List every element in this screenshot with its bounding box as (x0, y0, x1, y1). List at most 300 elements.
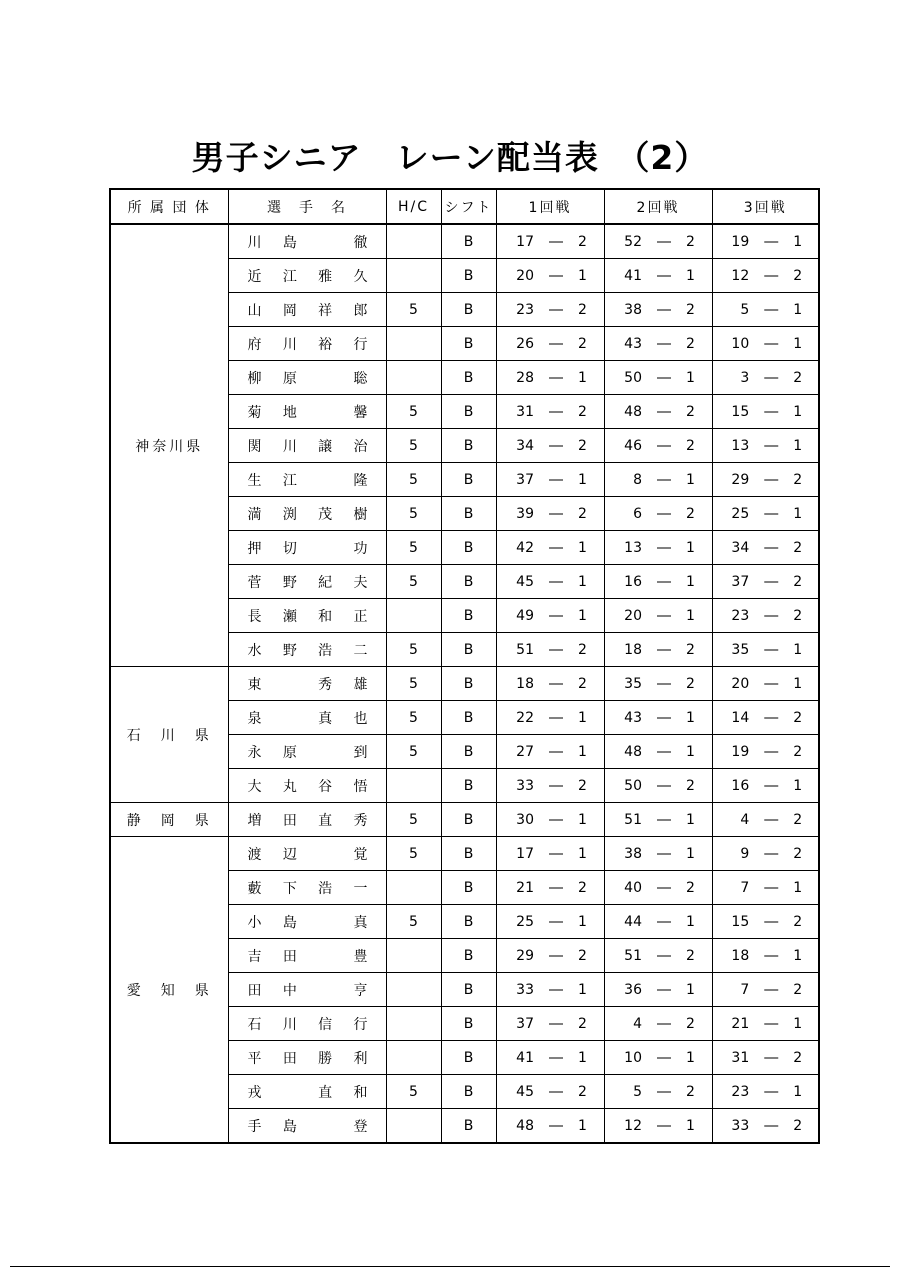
lane-dash: ― (549, 1015, 563, 1032)
round2-cell (604, 565, 712, 599)
player-name-cell (228, 735, 386, 769)
lane-number: 14 (731, 709, 750, 726)
lane-assignment-table (109, 188, 820, 1144)
lane-value (508, 506, 592, 522)
lane-dash: ― (657, 267, 671, 284)
hc-cell (386, 973, 441, 1007)
round1-cell (496, 633, 604, 667)
name-char: 渕 (282, 506, 297, 523)
lane-number: 40 (624, 879, 642, 896)
player-name (247, 1116, 369, 1136)
shift-cell: B (441, 973, 496, 1007)
lane-number: 43 (624, 335, 642, 352)
name-char: 戎 (247, 1084, 262, 1101)
lane-dash: ― (657, 777, 671, 794)
name-char: 吉 (247, 948, 262, 965)
lane-number: 30 (516, 811, 534, 828)
header-round2: 2回戦 (604, 189, 712, 224)
name-char: 利 (353, 1050, 368, 1067)
lane-dash: ― (549, 539, 563, 556)
hc-cell (386, 224, 441, 259)
name-char: 登 (353, 1118, 368, 1135)
lane-dash: ― (657, 981, 671, 998)
shift-cell: B (441, 667, 496, 701)
lane-number: 28 (516, 369, 534, 386)
header-team: 所 属 団 体 (110, 189, 228, 224)
lane-game: 1 (578, 471, 587, 488)
lane-value (616, 438, 700, 454)
lane-number: 45 (516, 573, 534, 590)
lane-value (508, 574, 592, 590)
lane-dash: ― (764, 437, 779, 454)
lane-dash: ― (549, 335, 563, 352)
round3-cell (712, 735, 819, 769)
player-name (247, 810, 369, 830)
hc-cell: 5 (386, 1075, 441, 1109)
round2-cell (604, 599, 712, 633)
lane-value (723, 710, 807, 726)
lane-number: 18 (516, 675, 534, 692)
lane-value (616, 812, 700, 828)
player-name (247, 878, 369, 898)
round1-cell (496, 497, 604, 531)
player-name (247, 742, 369, 762)
name-char: 悟 (353, 778, 368, 795)
lane-number: 51 (624, 811, 642, 828)
round3-cell (712, 769, 819, 803)
lane-dash: ― (657, 913, 671, 930)
lane-number: 6 (633, 505, 642, 522)
name-char: 関 (247, 438, 262, 455)
round1-cell (496, 361, 604, 395)
hc-cell: 5 (386, 667, 441, 701)
lane-dash: ― (549, 301, 563, 318)
round1-cell (496, 803, 604, 837)
lane-game: 1 (793, 301, 803, 318)
lane-value (616, 1118, 700, 1134)
hc-cell (386, 871, 441, 905)
name-char: 近 (247, 268, 262, 285)
lane-dash: ― (549, 879, 563, 896)
lane-game: 2 (793, 913, 803, 930)
hc-cell (386, 1109, 441, 1144)
name-char: 原 (282, 744, 297, 761)
table-body (110, 224, 819, 1143)
lane-number: 39 (516, 505, 534, 522)
player-name-cell (228, 769, 386, 803)
lane-game: 2 (793, 267, 803, 284)
lane-number: 38 (624, 845, 642, 862)
round1-cell (496, 531, 604, 565)
name-char: 増 (247, 812, 262, 829)
lane-dash: ― (764, 505, 779, 522)
name-char: 切 (282, 540, 297, 557)
lane-number: 16 (624, 573, 642, 590)
lane-game: 1 (793, 641, 803, 658)
round1-cell (496, 667, 604, 701)
name-char: 真 (318, 710, 333, 727)
lane-value (616, 982, 700, 998)
round1-cell (496, 327, 604, 361)
lane-value (723, 1050, 807, 1066)
page-title: 男子シニア レーン配当表 （2） (191, 138, 709, 177)
lane-number: 37 (516, 1015, 534, 1032)
lane-dash: ― (657, 675, 671, 692)
lane-value (508, 1118, 592, 1134)
lane-dash: ― (549, 913, 563, 930)
lane-dash: ― (549, 607, 563, 624)
lane-number: 43 (624, 709, 642, 726)
round2-cell (604, 735, 712, 769)
name-char: 府 (247, 336, 262, 353)
name-char: 樹 (353, 506, 368, 523)
lane-value (723, 540, 807, 556)
lane-value (508, 1016, 592, 1032)
lane-game: 1 (578, 607, 587, 624)
round3-cell (712, 395, 819, 429)
player-name-cell (228, 1109, 386, 1144)
round2-cell (604, 463, 712, 497)
lane-number: 13 (624, 539, 642, 556)
hc-cell: 5 (386, 395, 441, 429)
lane-game: 2 (793, 811, 803, 828)
lane-dash: ― (549, 403, 563, 420)
lane-dash: ― (549, 1117, 563, 1134)
lane-value (723, 336, 807, 352)
lane-value (723, 302, 807, 318)
player-name-cell (228, 293, 386, 327)
name-char (282, 674, 298, 694)
lane-value (616, 880, 700, 896)
lane-game: 1 (686, 913, 695, 930)
table-row (110, 803, 819, 837)
hc-cell (386, 361, 441, 395)
name-char: 治 (353, 438, 368, 455)
lane-number: 33 (516, 981, 534, 998)
name-char: 川 (282, 336, 297, 353)
header-row (110, 189, 819, 224)
lane-game: 2 (686, 505, 695, 522)
lane-game: 1 (793, 403, 803, 420)
name-char: 信 (318, 1016, 333, 1033)
header-hc: H/C (386, 189, 441, 224)
lane-number: 52 (624, 233, 642, 250)
name-char: 馨 (353, 404, 368, 421)
name-char: 隆 (353, 472, 368, 489)
name-char (317, 1116, 333, 1136)
name-char (282, 708, 298, 728)
name-char: 原 (282, 370, 297, 387)
lane-game: 2 (686, 947, 695, 964)
name-char: 手 (247, 1118, 262, 1135)
lane-number: 7 (740, 981, 750, 998)
lane-dash: ― (657, 879, 671, 896)
lane-dash: ― (549, 675, 563, 692)
lane-dash: ― (549, 267, 563, 284)
name-char (317, 368, 333, 388)
lane-value (723, 438, 807, 454)
header-round3: 3回戦 (712, 189, 819, 224)
round2-cell (604, 1109, 712, 1144)
lane-number: 19 (731, 233, 750, 250)
lane-value (723, 778, 807, 794)
lane-dash: ― (764, 335, 779, 352)
name-char: 江 (282, 472, 297, 489)
lane-dash: ― (657, 301, 671, 318)
shift-cell: B (441, 905, 496, 939)
lane-number: 12 (731, 267, 750, 284)
lane-game: 1 (578, 845, 587, 862)
lane-game: 1 (686, 369, 695, 386)
shift-cell: B (441, 565, 496, 599)
name-char: 菊 (247, 404, 262, 421)
round1-cell (496, 1109, 604, 1144)
name-char: 生 (247, 472, 262, 489)
name-char: 和 (318, 608, 333, 625)
lane-dash: ― (549, 505, 563, 522)
name-char: 山 (247, 302, 262, 319)
lane-dash: ― (764, 1015, 779, 1032)
shift-cell: B (441, 871, 496, 905)
lane-value (723, 676, 807, 692)
lane-game: 2 (578, 1083, 587, 1100)
round1-cell (496, 939, 604, 973)
lane-value (616, 608, 700, 624)
name-char: 小 (247, 914, 262, 931)
lane-number: 15 (731, 913, 750, 930)
name-char: 泉 (247, 710, 262, 727)
lane-value (508, 846, 592, 862)
player-name-cell (228, 463, 386, 497)
lane-number: 35 (624, 675, 642, 692)
round3-cell (712, 1109, 819, 1144)
lane-value (508, 234, 592, 250)
lane-game: 2 (793, 607, 803, 624)
lane-dash: ― (764, 675, 779, 692)
player-name-cell (228, 395, 386, 429)
round1-cell (496, 871, 604, 905)
lane-value (723, 1084, 807, 1100)
lane-value (723, 268, 807, 284)
lane-value (616, 642, 700, 658)
lane-value (616, 234, 700, 250)
player-name-cell (228, 327, 386, 361)
round2-cell (604, 1075, 712, 1109)
lane-game: 2 (793, 1117, 803, 1134)
name-char: 直 (318, 812, 333, 829)
shift-cell: B (441, 429, 496, 463)
player-name (247, 300, 369, 320)
name-char: 也 (353, 710, 368, 727)
shift-cell: B (441, 1109, 496, 1144)
lane-value (723, 914, 807, 930)
lane-number: 45 (516, 1083, 534, 1100)
lane-dash: ― (549, 709, 563, 726)
lane-number: 36 (624, 981, 642, 998)
player-name (247, 436, 369, 456)
round2-cell (604, 327, 712, 361)
name-char: 渡 (247, 846, 262, 863)
lane-value (723, 1118, 807, 1134)
round3-cell (712, 565, 819, 599)
lane-value (616, 506, 700, 522)
name-char: 裕 (318, 336, 333, 353)
player-name-cell (228, 497, 386, 531)
name-char: 川 (282, 1016, 297, 1033)
lane-number: 18 (624, 641, 642, 658)
lane-dash: ― (657, 607, 671, 624)
lane-game: 1 (578, 1049, 587, 1066)
lane-number: 7 (740, 879, 750, 896)
shift-cell: B (441, 1007, 496, 1041)
lane-game: 1 (686, 471, 695, 488)
lane-value (508, 642, 592, 658)
lane-value (616, 778, 700, 794)
lane-dash: ― (764, 879, 779, 896)
name-char: 長 (247, 608, 262, 625)
name-char: 久 (353, 268, 368, 285)
shift-cell: B (441, 531, 496, 565)
lane-game: 1 (793, 1083, 803, 1100)
name-char: 秀 (318, 676, 333, 693)
lane-game: 2 (686, 675, 695, 692)
name-char: 地 (282, 404, 297, 421)
lane-value (616, 336, 700, 352)
lane-dash: ― (657, 437, 671, 454)
lane-value (508, 1050, 592, 1066)
name-char: 亨 (353, 982, 368, 999)
name-char: 和 (353, 1084, 368, 1101)
name-char: 川 (247, 234, 262, 251)
name-char: 直 (318, 1084, 333, 1101)
round3-cell (712, 1075, 819, 1109)
hc-cell (386, 259, 441, 293)
round2-cell (604, 1041, 712, 1075)
name-char: 野 (282, 642, 297, 659)
name-char (282, 1082, 298, 1102)
hc-cell: 5 (386, 293, 441, 327)
lane-number: 17 (516, 845, 534, 862)
shift-cell: B (441, 803, 496, 837)
lane-number: 20 (731, 675, 750, 692)
lane-game: 1 (578, 573, 587, 590)
lane-dash: ― (764, 539, 779, 556)
lane-dash: ― (764, 301, 779, 318)
lane-number: 10 (624, 1049, 642, 1066)
header-round1: 1回戦 (496, 189, 604, 224)
name-char: 下 (282, 880, 297, 897)
player-name-cell (228, 1007, 386, 1041)
name-char: 田 (282, 948, 297, 965)
lane-dash: ― (657, 845, 671, 862)
hc-cell (386, 1041, 441, 1075)
shift-cell: B (441, 939, 496, 973)
name-char: 田 (247, 982, 262, 999)
lane-game: 2 (578, 675, 587, 692)
lane-game: 1 (686, 811, 695, 828)
name-char: 紀 (318, 574, 333, 591)
name-char: 一 (353, 880, 368, 897)
name-char: 東 (247, 676, 262, 693)
round1-cell (496, 735, 604, 769)
hc-cell: 5 (386, 837, 441, 871)
lane-dash: ― (657, 335, 671, 352)
round2-cell (604, 871, 712, 905)
lane-number: 46 (624, 437, 642, 454)
player-name (247, 1082, 369, 1102)
lane-game: 2 (578, 505, 587, 522)
name-char: 秀 (353, 812, 368, 829)
lane-number: 23 (516, 301, 534, 318)
shift-cell: B (441, 701, 496, 735)
name-char (317, 538, 333, 558)
player-name-cell (228, 259, 386, 293)
lane-value (508, 336, 592, 352)
name-char: 永 (247, 744, 262, 761)
lane-value (508, 744, 592, 760)
lane-value (508, 302, 592, 318)
player-name-cell (228, 224, 386, 259)
lane-game: 2 (793, 471, 803, 488)
prefecture-cell: 愛 知 県 (110, 837, 228, 1144)
lane-number: 41 (516, 1049, 534, 1066)
lane-game: 2 (578, 641, 587, 658)
name-char: 島 (282, 914, 297, 931)
name-char (317, 980, 333, 1000)
lane-game: 1 (686, 607, 695, 624)
lane-value (616, 914, 700, 930)
lane-number: 20 (516, 267, 534, 284)
lane-dash: ― (657, 709, 671, 726)
name-char: 浩 (318, 642, 333, 659)
round3-cell (712, 871, 819, 905)
lane-game: 2 (793, 1049, 803, 1066)
name-char: 浩 (318, 880, 333, 897)
shift-cell: B (441, 735, 496, 769)
round1-cell (496, 769, 604, 803)
round2-cell (604, 497, 712, 531)
lane-value (508, 404, 592, 420)
lane-value (616, 268, 700, 284)
lane-number: 38 (624, 301, 642, 318)
shift-cell: B (441, 327, 496, 361)
round1-cell (496, 905, 604, 939)
lane-game: 2 (793, 981, 803, 998)
lane-game: 2 (793, 573, 803, 590)
shift-cell: B (441, 837, 496, 871)
lane-value (508, 472, 592, 488)
lane-number: 33 (516, 777, 534, 794)
lane-dash: ― (657, 947, 671, 964)
lane-number: 31 (516, 403, 534, 420)
player-name (247, 1048, 369, 1068)
lane-value (508, 812, 592, 828)
hc-cell: 5 (386, 905, 441, 939)
name-char: 覚 (353, 846, 368, 863)
lane-dash: ― (549, 947, 563, 964)
lane-dash: ― (657, 233, 671, 250)
player-name-cell (228, 429, 386, 463)
shift-cell: B (441, 293, 496, 327)
lane-game: 2 (578, 947, 587, 964)
round2-cell (604, 837, 712, 871)
lane-number: 18 (731, 947, 750, 964)
name-char (317, 742, 333, 762)
round3-cell (712, 701, 819, 735)
lane-dash: ― (657, 743, 671, 760)
lane-dash: ― (657, 505, 671, 522)
lane-number: 51 (624, 947, 642, 964)
